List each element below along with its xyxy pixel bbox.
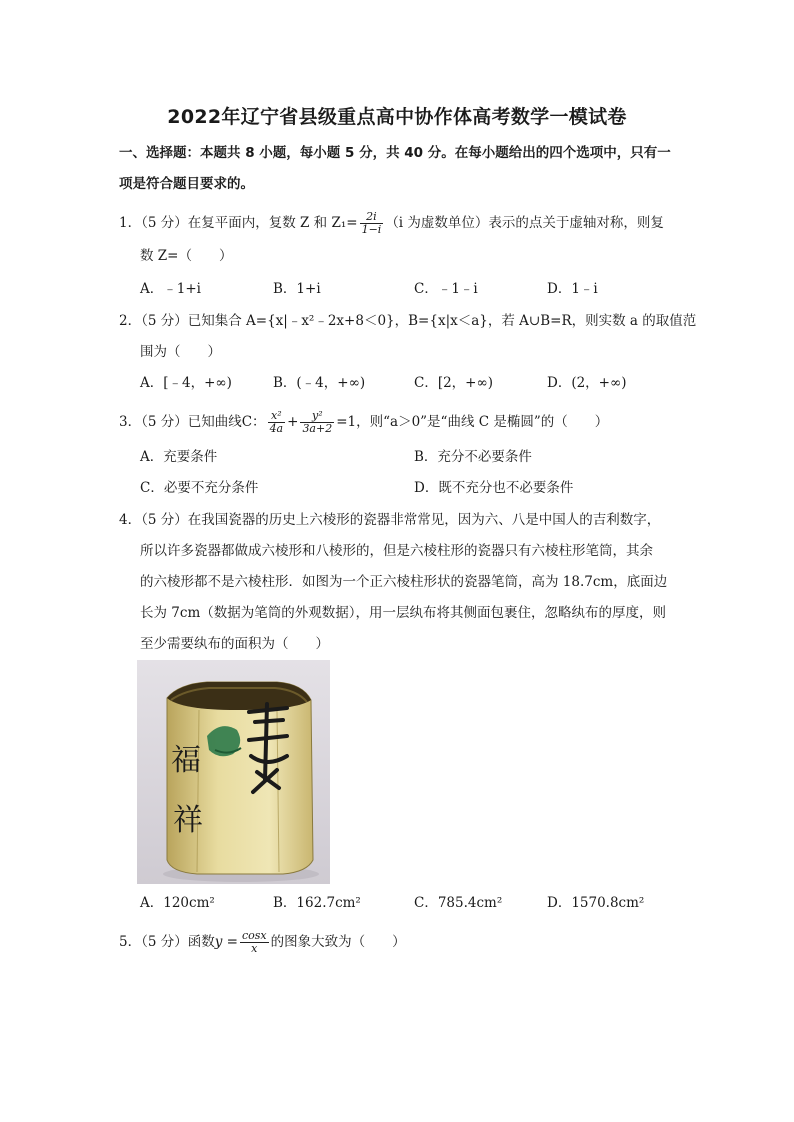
q3-frac2-den: 3a+2 [302,422,333,435]
q5-text-a: 5．（5 分）函数 [119,934,215,950]
q3-option-b: B．充分不必要条件 [414,449,532,465]
q4-line-5: 至少需要纨布的面积为（ ） [140,636,329,652]
q4-option-b: B．162.7cm² [273,895,361,911]
q3-option-d: D．既不充分也不必要条件 [414,480,574,496]
q2-option-d: D．(2，+∞) [547,375,627,391]
q3-plus: + [287,414,299,430]
q3-fraction-1 [268,410,286,435]
q1-text-a: 1．（5 分）在复平面内，复数 Z 和 Z₁= [119,215,358,231]
q1-option-c: C．﹣1﹣i [414,281,478,297]
q1-option-d: D．1﹣i [547,281,598,297]
q1-option-a: A．﹣1+i [140,281,201,297]
q4-option-c: C．785.4cm² [414,895,503,911]
exam-title: 2022年辽宁省县级重点高中协作体高考数学一模试卷 [167,106,627,128]
q5-frac-num: cosx [241,929,267,942]
q3-frac1-num: x² [268,410,286,423]
q4-line-4: 长为 7cm（数据为笔筒的外观数据），用一层纨布将其侧面包裹住，忽略纨布的厚度，则 [140,605,666,621]
q5-frac-den: x [251,942,258,955]
q4-line-3: 的六棱形都不是六棱柱形．如图为一个正六棱柱形状的瓷器笔筒，高为 18.7cm，底面边 [140,574,668,590]
q4-line-1: 4．（5 分）在我国瓷器的历史上六棱形的瓷器非常常见，因为六、八是中国人的吉利数字， [119,512,661,528]
q3-option-a: A．充要条件 [140,449,218,465]
q1-frac-num: 2i [360,211,384,224]
q5-text-b: 的图象大致为（ ） [270,934,406,950]
q1-fraction [360,211,384,236]
q1-line-2: 数 Z=（ ） [140,248,233,264]
brush-pot-illustration [137,660,330,884]
q3-text-a: 3．（5 分）已知曲线C： [119,414,266,430]
section-heading: 一、选择题：本题共 8 小题，每小题 5 分，共 40 分。在每小题给出的四个选项中，只有一项是符合题目要求的。 [119,145,671,192]
q2-line-1: 2．（5 分）已知集合 A={x|﹣x²﹣2x+8＜0}，B={x|x＜a}，若 A∪B=R，则实数 a 的取值范 [119,313,697,329]
q1-line-1 [119,211,664,236]
q4-option-d: D．1570.8cm² [547,895,645,911]
q5-lhs: y = [214,934,238,950]
q2-option-a: A．[﹣4，+∞) [140,375,232,391]
q1-option-b: B．1+i [273,281,321,297]
q1-frac-den: 1−i [361,223,382,236]
q1-text-b: （i 为虚数单位）表示的点关于虚轴对称，则复 [385,215,664,231]
q3-fraction-2 [300,410,334,435]
q4-option-a: A．120cm² [140,895,215,911]
q3-frac1-den: 4a [269,422,284,435]
q4-line-2: 所以许多瓷器都做成六棱形和八棱形的，但是六棱柱形的瓷器只有六棱柱形笔筒，其余 [140,543,653,559]
q3-text-b: =1，则“a＞0”是“曲线 C 是椭圆”的（ ） [336,414,609,430]
q2-line-2: 围为（ ） [140,344,221,360]
q3-frac2-num: y² [300,410,334,423]
q3-line-1 [119,410,608,435]
q5-fraction [240,930,269,955]
q2-option-c: C．[2，+∞) [414,375,494,391]
brush-pot-photo [137,660,330,884]
q2-option-b: B．(﹣4，+∞) [273,375,366,391]
q5-line-1 [119,930,406,955]
q3-option-c: C．必要不充分条件 [140,480,259,496]
photo-char-1: 福 [171,743,201,778]
photo-char-2: 祥 [173,803,203,838]
